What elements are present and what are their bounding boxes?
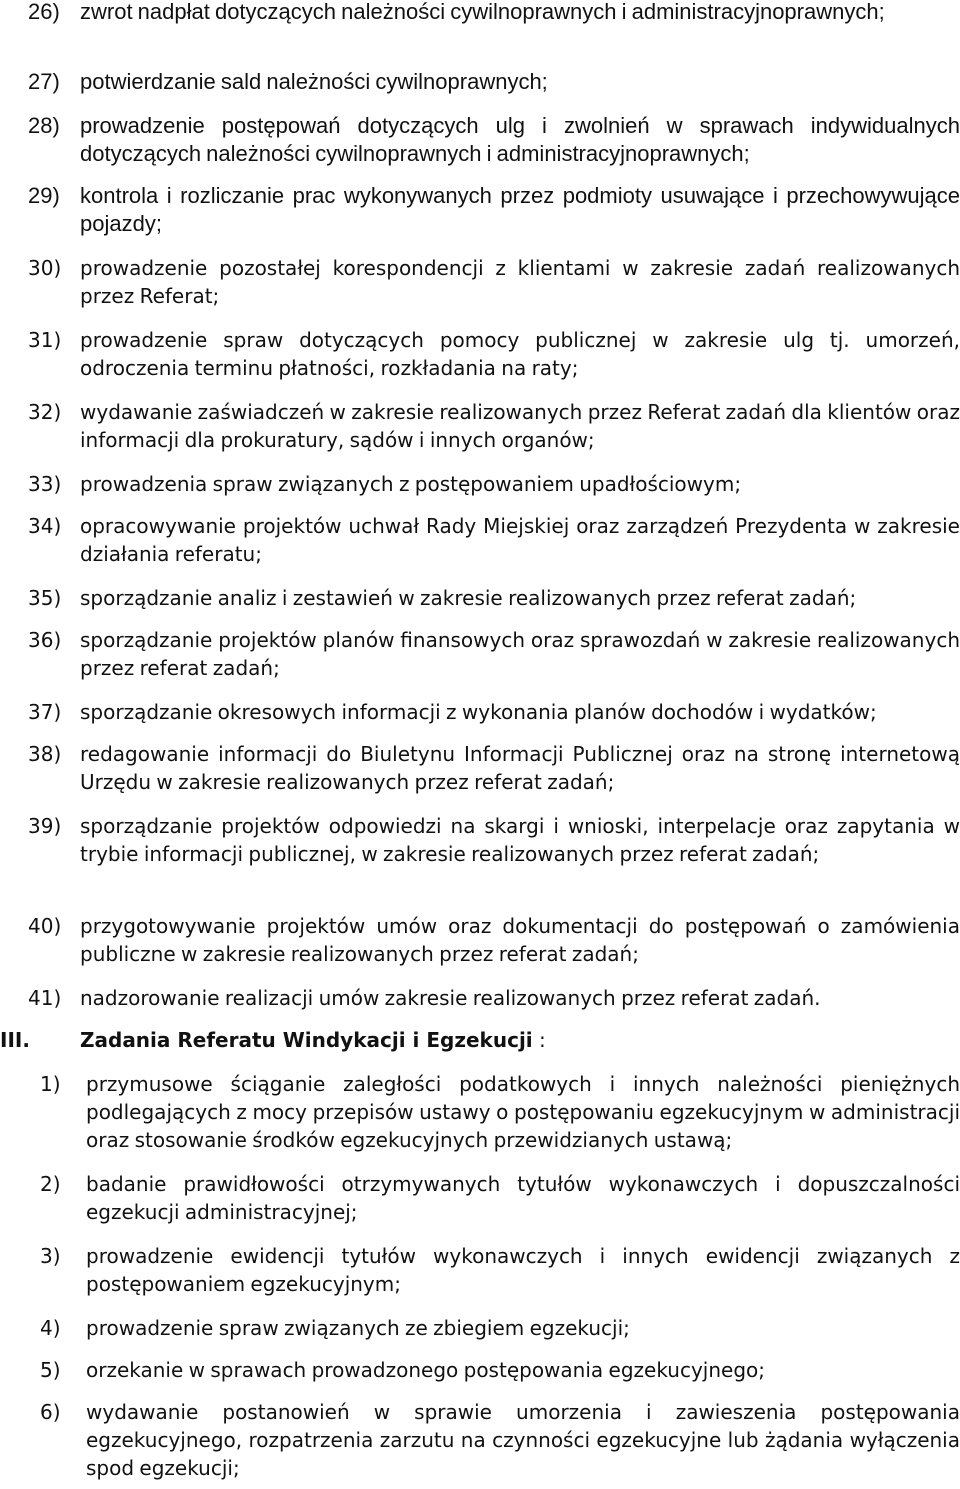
item-number: 38): [28, 742, 62, 766]
item-text: wydawanie postanowień w sprawie umorzenia i zawieszenia postępowania egzekucyjnego, rozpatrzenia zarzutu na czynności egzekucyjne lub żądania wyłączenia spod egzekucji;: [86, 1400, 960, 1480]
list-item: [0, 698, 960, 726]
section-title: Zadania Referatu Windykacji i Egzekucji: [80, 1028, 533, 1052]
item-text: kontrola i rozliczanie prac wykonywanych przez podmioty usuwające i przechowywujące pojazdy;: [80, 183, 960, 236]
item-text: zwrot nadpłat dotyczących należności cywilnoprawnych i administracyjnoprawnych;: [80, 0, 885, 24]
list-item: [0, 254, 960, 310]
item-text: redagowanie informacji do Biuletynu Informacji Publicznej oraz na stronę internetową Urzędu w zakresie realizowanych przez referat zadań;: [80, 742, 960, 794]
list-item: [0, 584, 960, 612]
item-text: prowadzenie pozostałej korespondencji z klientami w zakresie zadań realizowanych przez Referat;: [80, 256, 960, 308]
list-item: [0, 740, 960, 796]
item-text: wydawanie zaświadczeń w zakresie realizowanych przez Referat zadań dla klientów oraz informacji dla prokuratury, sądów i innych organów;: [80, 400, 960, 452]
list-item: [0, 1356, 960, 1384]
list-item: [0, 812, 960, 868]
item-number: 35): [28, 586, 62, 610]
item-number: 37): [28, 700, 62, 724]
list-item: [0, 326, 960, 382]
item-number: 41): [28, 986, 62, 1010]
list-item: [0, 626, 960, 682]
item-number: 33): [28, 472, 62, 496]
item-number: 6): [40, 1400, 61, 1424]
item-number: 30): [28, 256, 62, 280]
item-text: sporządzanie projektów planów finansowych oraz sprawozdań w zakresie realizowanych przez referat zadań;: [80, 628, 960, 680]
item-text: prowadzenie postępowań dotyczących ulg i zwolnień w sprawach indywidualnych dotyczących należności cywilnoprawnych i administracyjnoprawnych;: [80, 113, 960, 166]
item-text: badanie prawidłowości otrzymywanych tytułów wykonawczych i dopuszczalności egzekucji administracyjnej;: [86, 1172, 960, 1224]
list-item: [0, 984, 960, 1012]
item-text: potwierdzanie sald należności cywilnoprawnych;: [80, 69, 548, 94]
item-text: opracowywanie projektów uchwał Rady Miejskiej oraz zarządzeń Prezydenta w zakresie działania referatu;: [80, 514, 960, 566]
item-text: prowadzenie ewidencji tytułów wykonawczych i innych ewidencji związanych z postępowaniem egzekucyjnym;: [86, 1244, 960, 1296]
section-separator: :: [532, 1028, 546, 1052]
item-number: 2): [40, 1172, 61, 1196]
item-number: 4): [40, 1316, 61, 1340]
section-number: III.: [0, 1028, 30, 1052]
list-item: [0, 182, 960, 238]
item-number: 39): [28, 814, 62, 838]
item-number: 40): [28, 914, 62, 938]
list-item: [0, 512, 960, 568]
item-text: przymusowe ściąganie zaległości podatkowych i innych należności pieniężnych podlegających z mocy przepisów ustawy o postępowaniu egzekucyjnym w administracji oraz stosowanie środków egzekucyjnych przewidzianych ustawą;: [86, 1072, 960, 1152]
item-number: 27): [28, 69, 60, 94]
list-item: [0, 912, 960, 968]
item-number: 5): [40, 1358, 61, 1382]
list-item: [0, 1398, 960, 1482]
item-number: 31): [28, 328, 62, 352]
list-item: [0, 1314, 960, 1342]
list-item: [0, 398, 960, 454]
item-text: sporządzanie analiz i zestawień w zakresie realizowanych przez referat zadań;: [80, 586, 857, 610]
item-text: prowadzenie spraw dotyczących pomocy publicznej w zakresie ulg tj. umorzeń, odroczenia terminu płatności, rozkładania na raty;: [80, 328, 960, 380]
list-item: [0, 0, 960, 26]
item-number: 32): [28, 400, 62, 424]
item-number: 26): [28, 0, 60, 24]
list-item: [0, 470, 960, 498]
item-text: przygotowywanie projektów umów oraz dokumentacji do postępowań o zamówienia publiczne w zakresie realizowanych przez referat zadań;: [80, 914, 960, 966]
item-text: prowadzenia spraw związanych z postępowaniem upadłościowym;: [80, 472, 742, 496]
list-item: [0, 112, 960, 168]
item-text: prowadzenie spraw związanych ze zbiegiem egzekucji;: [86, 1316, 630, 1340]
list-item: [0, 1242, 960, 1298]
item-number: 28): [28, 113, 60, 138]
item-text: orzekanie w sprawach prowadzonego postępowania egzekucyjnego;: [86, 1358, 765, 1382]
list-item: [0, 1070, 960, 1154]
list-item: [0, 1170, 960, 1226]
list-item: [0, 68, 960, 96]
item-text: sporządzanie projektów odpowiedzi na skargi i wnioski, interpelacje oraz zapytania w trybie informacji publicznej, w zakresie realizowanych przez referat zadań;: [80, 814, 960, 866]
item-text: nadzorowanie realizacji umów zakresie realizowanych przez referat zadań.: [80, 986, 821, 1010]
item-number: 3): [40, 1244, 61, 1268]
item-number: 1): [40, 1072, 61, 1096]
item-number: 36): [28, 628, 62, 652]
item-number: 29): [28, 183, 60, 208]
item-number: 34): [28, 514, 62, 538]
item-text: sporządzanie okresowych informacji z wykonania planów dochodów i wydatków;: [80, 700, 877, 724]
section-heading: [0, 1026, 960, 1054]
